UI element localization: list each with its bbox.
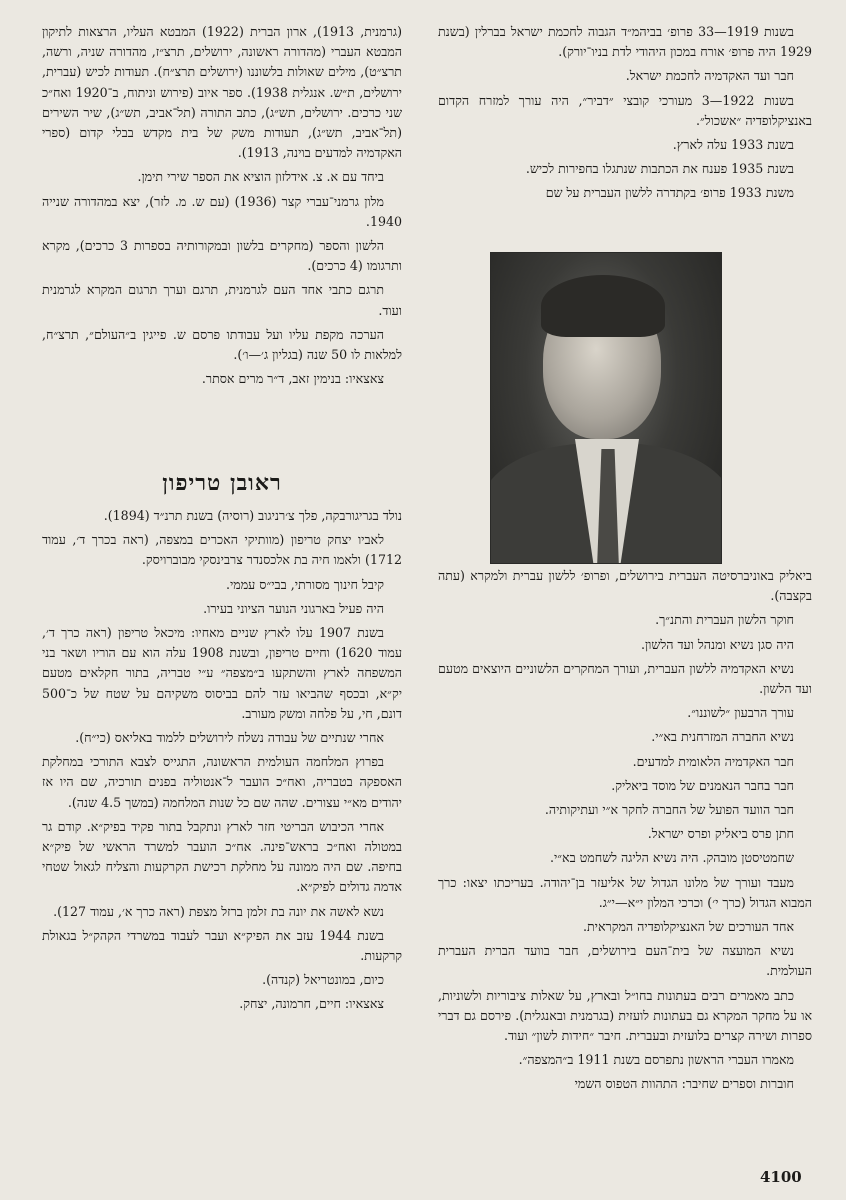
paragraph: בשנות 1922—3 מעורכי קובצי ״דביר״, היה עורך למזרח הקדום באנציקלופדיה ״אשכול״. (438, 92, 812, 128)
paragraph: מאמרו העברי הראשון נתפרסם בשנת 1911 ב״המצפה״. (518, 1052, 794, 1068)
paragraph: הלשון והספר (מחקרים בלשון ובמקורותיה בספרות 3 כרכים), מקרא ותרגומו (4 כרכים). (42, 238, 402, 274)
paragraph: לאביו יצחק טריפון (מוותיקי האכרים במצפה, (ראה בכרך ד׳, עמוד 1712) ולאמו חיה בת אלכסנדר צרבינסקי מבוברויסק. (42, 532, 402, 568)
paragraph: מעבד ועורך של מלונו הגדול של אליעזר בן־יהודה. בעריכתו יצאו: כרך המבוא הגדול (כרך י׳) וכרכי המלון י״א—י״ג. (438, 874, 812, 910)
paragraph: חבר ועד האקדמיה לחכמת ישראל. (625, 68, 794, 84)
paragraph: נשא לאשה את יונה בת זלמן ברזל מצפת (ראה כרך א׳, עמוד 127). (53, 903, 384, 919)
paragraph: משנת 1933 פרופ׳ בקתדרה ללשון העברית על שם (545, 185, 794, 201)
paragraph: נולד בגריגורבקה, פלך צ׳רניגוב (רוסיה) בשנת תרנ״ד (1894). (103, 508, 402, 523)
paragraph: בשנות 1919—33 פרופ׳ בביהמ״ד הגבוה לחכמת ישראל בברלין (בשנת 1929 היה פרופ׳ אורח במכון היהודי לדת בניו־יורק). (438, 24, 812, 60)
paragraph: בפרוץ המלחמה העולמית הראשונה, התגייס לצבא התורכי במחלקת האספקה בטבריה, ואח״כ הועבר ל־אנטוליה בפנים תורכיה, שם היו אז יהודים מא״י עצורים. שהה שם כל שנות המלחמה (במשך 4.5 שנה). (42, 754, 402, 810)
paragraph: חוברות וספרים שחיבר: התהוות הטפוס השמי (574, 1076, 794, 1092)
paragraph: צאצאיו: חיים, חרמונה, יצחק. (239, 996, 384, 1012)
paragraph: ביחד עם א. צ. אידלזון הוציא את הספר שירי תימן. (137, 169, 384, 185)
paragraph: כיום, במונטריאל (קנדה). (262, 972, 384, 988)
paragraph: ביאליק באוניברסיטה העברית בירושלים, ופרופ׳ ללשון עברית ולמקרא (עתה בקצבה). (438, 568, 812, 604)
paragraph: חבר הוועד הפועל של החברה לחקר א״י ועתיקותיה. (544, 802, 794, 818)
right-column-top (438, 22, 812, 208)
paragraph: עורך הרבעון ״לשוננו״. (687, 705, 794, 721)
paragraph: חבר בחבר הנאמנים של מוסד ביאליק. (611, 777, 794, 793)
paragraph: אחרי שנתיים של עבודה נשלח לירושלים ללמוד באליאס (כי״ח). (75, 730, 384, 746)
paragraph: מלון גרמני־עברי קצר (1936) (עם ש. מ. לזר), יצא במהדורה שנייה 1940. (42, 193, 402, 229)
paragraph: חוקר הלשון העברית והתנ״ך. (655, 612, 794, 628)
page-number: 4100 (760, 1168, 802, 1186)
right-column-bottom (438, 566, 812, 1099)
paragraph: היה פעיל בארגוני הנוער הציוני בעירו. (203, 600, 384, 616)
paragraph: חבר האקדמיה הלאומית למדעים. (632, 753, 794, 769)
paragraph: כתב מאמרים רבים בעתונות בחו״ל ובארץ, על שאלות ציבוריות ולשוניות, או על מחקר המקרא גם בעתונות לועזית (בגרמנית ובאנגלית). פירסם גם דברי ספרות ושירה קצרים בלועזית ובעברית. חיבר ״חידות לשון״ ועוד. (438, 987, 812, 1044)
paragraph: בשנת 1935 פענח את הכתבות שנתגלו בחפירות לכיש. (525, 161, 794, 177)
entry-heading: ראובן טריפון (162, 470, 282, 496)
paragraph: שחמטיסטן מובהק. היה נשיא הליגה לשחמט בא״י. (549, 850, 794, 866)
paragraph: בשנת 1944 עזב את הפיק״א ועבר לעבוד במשרדי הקהק״ל בגאולת קרקעות. (42, 927, 402, 964)
paragraph: נשיא המועצה של בית־העם בירושלים, חבר בוועד הברית העברית העולמית. (438, 943, 812, 979)
paragraph: הערכה מקפת עליו ועל עבודתו פרסם ש. פייגין ב״העולם״, תרצ״ח, למלאות לו 50 שנה (בגליון ג׳—ו׳). (42, 326, 402, 363)
paragraph: חתן פרס ביאליק ופרס ישראל. (647, 826, 794, 842)
paragraph: אחד העורכים של האנציקלופדיה המקראית. (582, 919, 794, 935)
paragraph: נשיא החברה המזרחנית בא״י. (651, 729, 794, 745)
paragraph: אחרי הכיבוש הבריטי חזר לארץ ונתקבל בתור פקיד בפיק״א. קודם גר במטולה ואח״כ בראש־פינה. אח״כ הועבר למשרד הראשי של פיק״א בחיפה. שם היה ממונה על מחלקת רכישת הקרקעות והצליח לגאול שטחי אדמה גדולים לפיק״א. (42, 818, 402, 895)
paragraph: נשיא האקדמיה ללשון העברית, ועורך המחקרים הלשוניים היוצאים מטעם ועד הלשון. (438, 660, 812, 697)
portrait-hair (541, 275, 665, 337)
paragraph: (גרמנית, 1913), ארון הברית (1922) המבטא העליו, הרצאות לתיקון המבטא העברי (מהדורה ראשונה, ירושלים, תרצ״ז, מהדורה שניה, ורשה, תרצ״ט), מילים שאולות בלשוננו (ירושלים תרצ״ח). תעודות לכיש (עברית, ירושלים, ת״ש. אנגלית 1938). ספר איוב (פירוש וניתוח, ב־1920 ואח״כ שני כרכים. ירושלים, תש״ג), כתב התורה (תל־אביב, תש״ג), שיר השירים (תל־אביב, תש״ג), תעודות משק של בית מקדש בבלי קדום (ספרי האקדמיה למדעים בוינה, 1913). (42, 24, 402, 161)
portrait-photo (490, 252, 722, 564)
left-column-bottom (42, 506, 402, 1019)
paragraph: בשנת 1933 עלה לארץ. (672, 137, 794, 153)
paragraph: בשנת 1907 עלו לארץ שניים מאחיו: מיכאל טריפון (ראה כרך ד׳, עמוד 1620) וחיים טריפון, ובשנת 1908 עלה הוא עם הוריו ושאר בני המשפחה לארץ והשתקעו ב״מצפה״ ע״י טבריה, בתור חקלאים מטעם יק״א, ובכסף שהביאו עזר להם בביסוס משקיהם על שטח של כ־500 דונם, חי, על פלחה ומשק מעורב. (42, 625, 402, 721)
paragraph: היה סגן נשיא ומנהל ועד הלשון. (640, 636, 794, 652)
paragraph: תרגם כתבי אחד העם לגרמנית, תרגם וערך תרגום המקרא לגרמנית ועוד. (42, 282, 402, 318)
paragraph: קיבל חינוך מסורתי, בבי״ס עממי. (225, 576, 384, 592)
left-column-top (42, 22, 402, 393)
paragraph: צאצאיו: בנימין זאב, ד״ר מרים אסתר. (201, 371, 384, 387)
